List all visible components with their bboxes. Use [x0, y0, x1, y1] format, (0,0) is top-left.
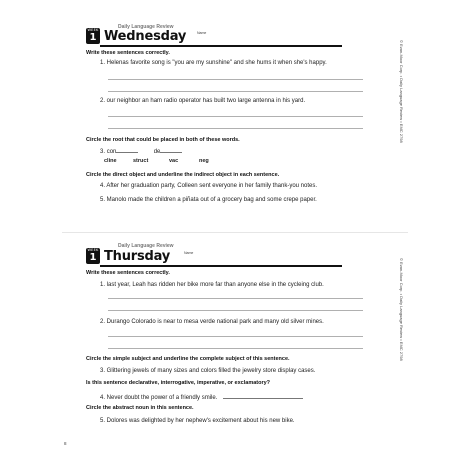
series-title: Daily Language Review [118, 243, 174, 249]
week-tab: WEEK 1 [87, 28, 99, 43]
instruction-1: Write these sentences correctly. [86, 50, 170, 56]
series-title: Daily Language Review [118, 24, 174, 30]
sentence-2: 2. Durango Colorado is near to mesa verde national park and many old silver mines. [100, 319, 324, 325]
sentence-5: 5. Manolo made the children a piñata out of a grocery bag and some crepe paper. [100, 197, 317, 203]
writing-line [108, 298, 363, 299]
sentence-3: 3. Glittering jewels of many sizes and colors filled the jewelry store display cases. [100, 368, 316, 374]
side-copyright: © Evan-Moor Corp. • Daily Language Review • EMC 2798 [399, 258, 404, 361]
side-copyright: © Evan-Moor Corp. • Daily Language Review • EMC 2798 [399, 40, 404, 143]
root-choice[interactable]: struct [133, 158, 149, 164]
writing-line [108, 348, 363, 349]
sentence-2: 2. our neighbor an ham radio operator has built two large antenna in his yard. [100, 98, 306, 104]
name-label: Name [197, 31, 207, 35]
answer-blank[interactable] [223, 392, 303, 399]
sentence-4-row [100, 392, 303, 402]
instruction-3: Is this sentence declarative, interrogative, imperative, or exclamatory? [86, 380, 271, 386]
title-underline [100, 45, 342, 47]
instruction-4: Circle the abstract noun in this sentence. [86, 405, 194, 411]
page-number: 8 [64, 441, 67, 446]
sentence-4: 4. Never doubt the power of a friendly smile. [100, 395, 218, 401]
answer-blank[interactable] [116, 146, 138, 153]
section-divider [62, 232, 408, 233]
word-fragment: de [153, 149, 161, 155]
instruction-3: Circle the direct object and underline the indirect object in each sentence. [86, 172, 280, 178]
day-title: Thursday [104, 249, 171, 264]
sentence-5: 5. Dolores was delighted by her nephew's excitement about his new bike. [100, 418, 295, 424]
name-label: Name [184, 251, 194, 255]
title-underline [100, 265, 342, 267]
writing-line [108, 91, 363, 92]
sentence-1: 1. Helenas favorite song is "you are my sunshine" and she hums it when she's happy. [100, 60, 327, 66]
root-word-item: 3. con de [100, 146, 182, 156]
writing-line [108, 79, 363, 80]
writing-line [108, 128, 363, 129]
word-fragment: con [106, 149, 117, 155]
sentence-4: 4. After her graduation party, Colleen sent everyone in her family thank-you notes. [100, 183, 318, 189]
instruction-2: Circle the root that could be placed in both of these words. [86, 137, 240, 143]
week-tab: WEEK 1 [87, 248, 99, 263]
instruction-1: Write these sentences correctly. [86, 270, 170, 276]
day-title: Wednesday [104, 29, 187, 44]
writing-line [108, 336, 363, 337]
instruction-2: Circle the simple subject and underline the complete subject of this sentence. [86, 356, 290, 362]
writing-line [108, 310, 363, 311]
writing-line [108, 116, 363, 117]
root-choice[interactable]: neg [199, 158, 209, 164]
root-choice[interactable]: vac [169, 158, 179, 164]
root-choice[interactable]: cline [104, 158, 117, 164]
sentence-1: 1. last year, Leah has ridden her bike more far than anyone else in the cycleing club. [100, 282, 324, 288]
answer-blank[interactable] [160, 146, 182, 153]
